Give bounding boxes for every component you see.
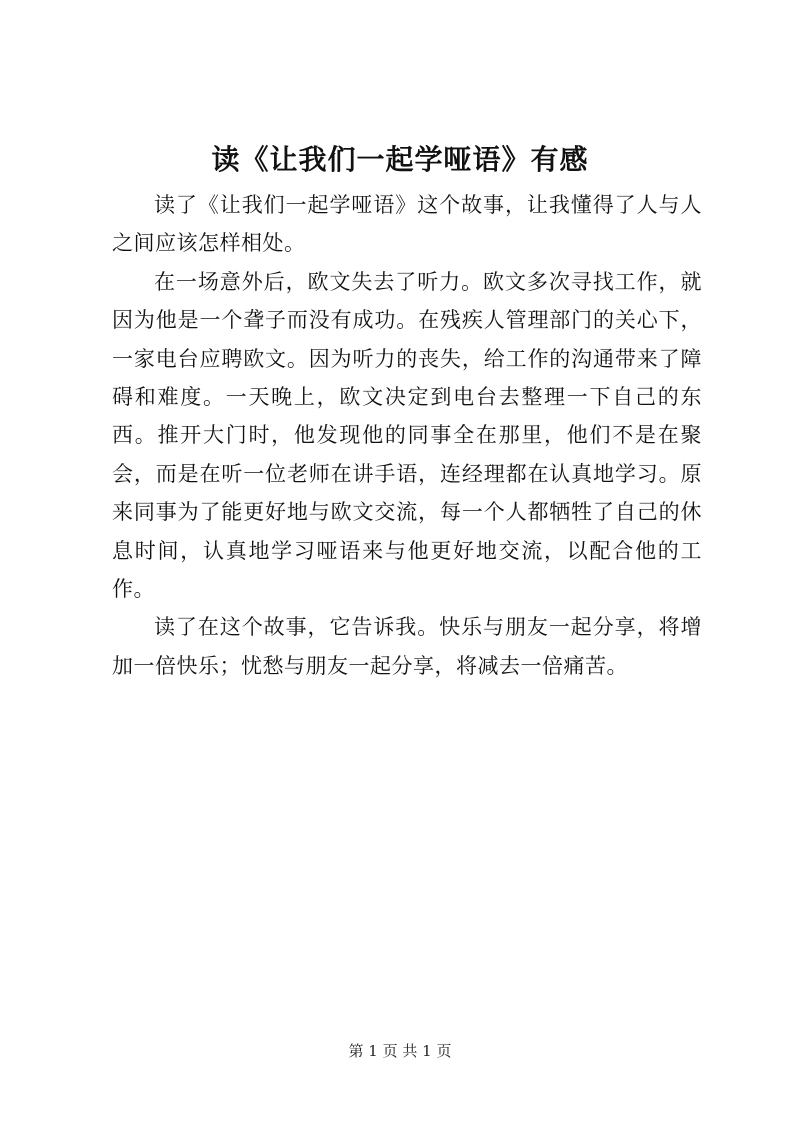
page-footer: 第 1 页 共 1 页 bbox=[348, 1042, 452, 1060]
paragraph-1: 读了《让我们一起学哑语》这个故事，让我懂得了人与人之间应该怎样相处。 bbox=[112, 193, 702, 256]
paragraph-2: 在一场意外后，欧文失去了听力。欧文多次寻找工作，就因为他是一个聋子而没有成功。在残疾人管理部门的关心下，一家电台应聘欧文。因为听力的丧失，给工作的沟通带来了障碍和难度。一天晚上，欧文决定到电台去整理一下自己的东西。推开大门时，他发现他的同事全在那里，他们不是在聚会，而是在听一位老师在讲手语，连经理都在认真地学习。原来同事为了能更好地与欧文交流，每一个人都牺牲了自己的休息时间，认真地学习哑语来与他更好地交流，以配合他的工作。 bbox=[112, 269, 702, 602]
document-title: 读《让我们一起学哑语》有感 bbox=[211, 143, 589, 176]
document-body bbox=[112, 186, 702, 685]
paragraph-3: 读了在这个故事，它告诉我。快乐与朋友一起分享，将增加一倍快乐；忧愁与朋友一起分享，将减去一倍痛苦。 bbox=[112, 615, 702, 678]
